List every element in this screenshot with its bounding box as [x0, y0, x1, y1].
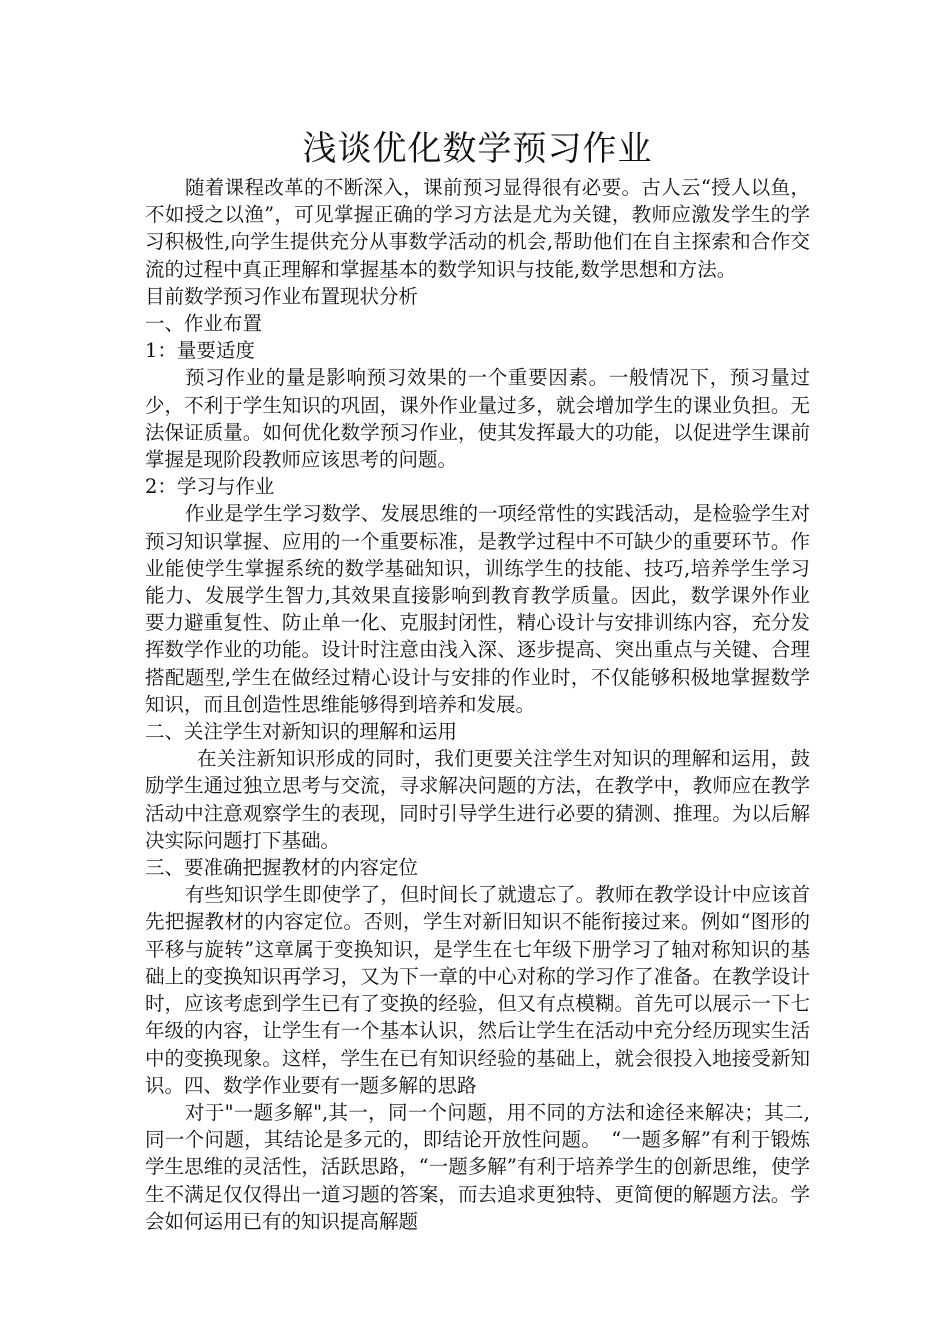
subsection1-paragraph: 预习作业的量是影响预习效果的一个重要因素。一般情况下，预习量过少，不利于学生知识的巩固，课外作业量过多，就会增加学生的课业负担。无法保证质量。如何优化数学预习作业，使其发挥最大的功能，以促进学生课前掌握是现阶段教师应该思考的问题。	[145, 366, 810, 472]
document-title: 浅谈优化数学预习作业	[302, 129, 653, 169]
section2-paragraph: 在关注新知识形成的同时，我们更要关注学生对知识的理解和运用，鼓励学生通过独立思考与交流，寻求解决问题的方法，在教学中，教师应在教学活动中注意观察学生的表现，同时引导学生进行必要的猜测、推理。为以后解决实际问题打下基础。	[145, 747, 810, 852]
subsection1-heading: 1：量要适度	[145, 339, 255, 363]
intro-paragraph: 随着课程改革的不断深入，课前预习显得很有必要。古人云“授人以鱼，不如授之以渔”，可见掌握正确的学习方法是尤为关键，教师应激发学生的学习积极性,向学生提供充分从事数学活动的机会,帮助他们在自主探索和合作交流的过程中真正理解和掌握基本的数学知识与技能,数学思想和方法。	[145, 176, 810, 281]
section1-heading: 一、作业布置	[145, 312, 263, 336]
analysis-heading: 目前数学预习作业布置现状分析	[145, 284, 419, 308]
subsection2-paragraph: 作业是学生学习数学、发展思维的一项经常性的实践活动，是检验学生对预习知识掌握、应用的一个重要标准，是教学过程中不可缺少的重要环节。作业能使学生掌握系统的数学基础知识，训练学生的技能、技巧,培养学生学习能力、发展学生智力,其效果直接影响到教育教学质量。因此，数学课外作业要力避重复性、防止单一化、克服封闭性，精心设计与安排训练内容，充分发挥数学作业的功能。设计时注意由浅入深、逐步提高、突出重点与关键、合理搭配题型,学生在做经过精心设计与安排的作业时，不仅能够积极地掌握数学知识，而且创造性思维能够得到培养和发展。	[145, 502, 810, 716]
section4-paragraph: 对于"一题多解",其一，同一个问题，用不同的方法和途径来解决；其二,同一个问题，其结论是多元的，即结论开放性问题。 “一题多解”有利于锻炼学生思维的灵活性，活跃思路，“一题多解”有利于培养学生的创新思维，使学生不满足仅仅得出一道习题的答案，而去追求更独特、更简便的解题方法。学会如何运用已有的知识提高解题	[145, 1100, 810, 1233]
subsection2-heading: 2：学习与作业	[145, 475, 275, 499]
section3-heading: 三、要准确把握教材的内容定位	[145, 856, 419, 880]
document-page	[145, 128, 810, 1235]
section2-heading: 二、关注学生对新知识的理解和运用	[145, 720, 458, 744]
section3-paragraph: 有些知识学生即使学了，但时间长了就遗忘了。教师在教学设计中应该首先把握教材的内容定位。否则，学生对新旧知识不能衔接过来。例如“图形的平移与旋转”这章属于变换知识，是学生在七年级下册学习了轴对称知识的基础上的变换知识再学习，又为下一章的中心对称的学习作了准备。在教学设计时，应该考虑到学生已有了变换的经验，但又有点模糊。首先可以展示一下七年级的内容，让学生有一个基本认识，然后让学生在活动中充分经历现实生活中的变换现象。这样，学生在已有知识经验的基础上，就会很投入地接受新知识。四、数学作业要有一题多解的思路	[145, 883, 810, 1097]
